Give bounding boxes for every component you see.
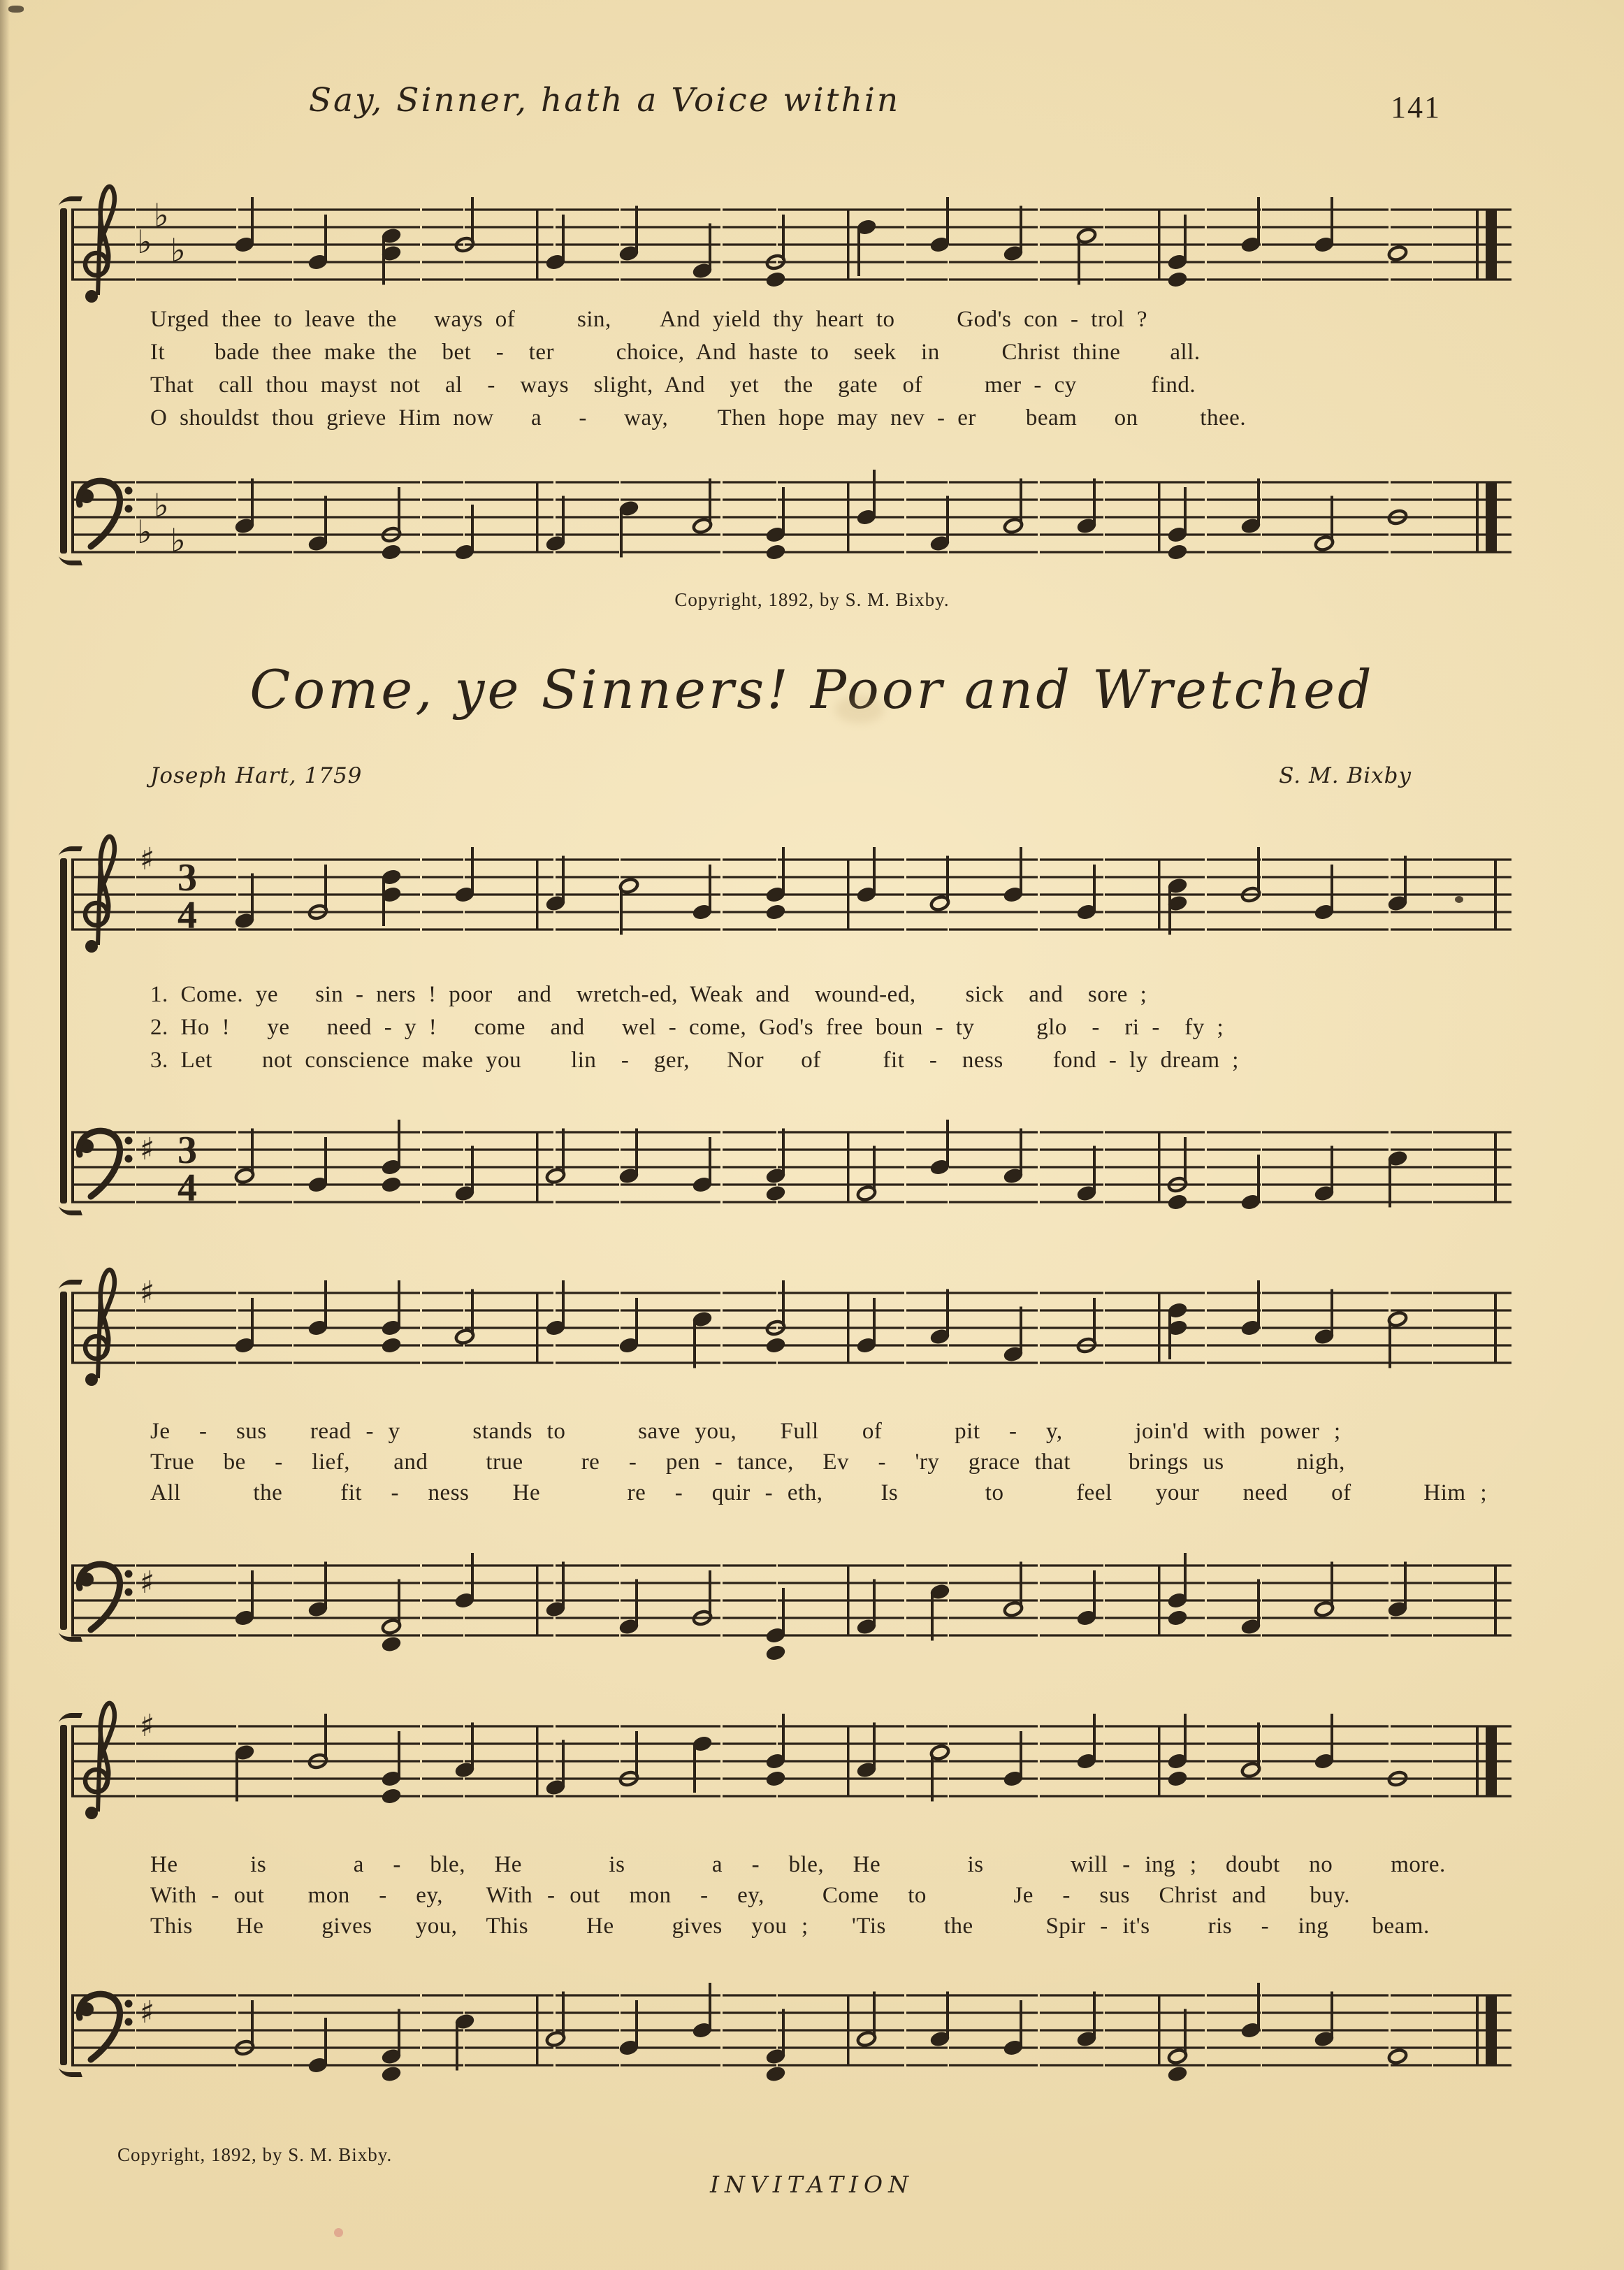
running-head-title: Say, Sinner, hath a Voice within: [308, 81, 901, 120]
treble-staff-svg: [70, 168, 1513, 321]
svg-text:4: 4: [177, 894, 197, 937]
treble-staff-piece2-line3: [70, 1684, 1513, 1838]
svg-text:♭: ♭: [154, 486, 169, 524]
system-brace: [60, 208, 67, 554]
verses-block: [150, 978, 1520, 1077]
svg-text:3: 3: [177, 1129, 197, 1172]
lyric-line: O shouldst thou grieve Him now a - way, Then hope may nev - er beam on thee.: [150, 405, 1247, 431]
treble-staff-svg: [70, 1251, 1513, 1405]
svg-text:♭: ♭: [171, 521, 186, 559]
treble-staff-svg: [70, 818, 1513, 971]
copyright-line-piece1: Copyright, 1892, by S. M. Bixby.: [674, 589, 950, 610]
author-credit: Joseph Hart, 1759: [150, 763, 363, 788]
lyric-line: True be - lief, and true re - pen - tance, Ev - 'ry grace that brings us nigh,: [150, 1450, 1345, 1475]
svg-text:♯: ♯: [140, 1275, 155, 1310]
system-brace: [60, 1292, 67, 1630]
bass-staff-svg: [70, 440, 1513, 594]
lyric-line: With - out mon - ey, With - out mon - ey, Come to Je - sus Christ and buy.: [150, 1883, 1350, 1908]
bass-staff-piece2-line2: [70, 1524, 1513, 1677]
lyric-line: 2. Ho ! ye need - y ! come and wel - come, God's free boun - ty glo - ri - fy ;: [150, 1015, 1224, 1040]
treble-staff-svg: [70, 1684, 1513, 1838]
svg-text:♭: ♭: [137, 513, 152, 551]
bass-staff-svg: [70, 1524, 1513, 1677]
system-brace: [60, 1725, 67, 2065]
pink-stain: [334, 2228, 343, 2237]
svg-text:4: 4: [177, 1166, 197, 1210]
bass-staff-piece2-line3: [70, 1953, 1513, 2107]
svg-text:♯: ♯: [140, 1132, 155, 1167]
lyrics-block-line2: [150, 1416, 1520, 1508]
svg-text:♯: ♯: [140, 1995, 155, 2030]
treble-staff-piece2-line1: [70, 818, 1513, 971]
system-brace: [60, 858, 67, 1203]
lyric-line: It bade thee make the bet - ter choice, And haste to seek in Christ thine all.: [150, 340, 1201, 365]
copyright-line-piece2: Copyright, 1892, by S. M. Bixby.: [117, 2144, 393, 2165]
bass-staff-svg: [70, 1953, 1513, 2107]
lyric-line: 1. Come. ye sin - ners ! poor and wretch-ed, Weak and wound-ed, sick and sore ;: [150, 982, 1147, 1007]
hymn-title: Come, ye Sinners! Poor and Wretched: [249, 658, 1375, 721]
page-number: 141: [1391, 90, 1441, 124]
lyric-line: All the fit - ness He re - quir - eth, Is to feel your need of Him ;: [150, 1480, 1488, 1505]
svg-text:3: 3: [177, 856, 197, 899]
bass-staff-svg: [70, 1090, 1513, 1244]
treble-staff-piece2-line2: [70, 1251, 1513, 1405]
section-footer-label: INVITATION: [710, 2171, 914, 2198]
svg-text:♯: ♯: [140, 841, 155, 877]
lyrics-block-line3: [150, 1849, 1520, 1942]
svg-text:♯: ♯: [140, 1565, 155, 1600]
svg-text:♯: ♯: [140, 1708, 155, 1744]
lyric-line: 3. Let not conscience make you lin - ger, Nor of fit - ness fond - ly dream ;: [150, 1048, 1239, 1073]
scan-mark: [8, 6, 24, 13]
treble-staff-piece1: [70, 168, 1513, 321]
bass-staff-piece2-line1: [70, 1090, 1513, 1244]
svg-text:♭: ♭: [137, 223, 152, 261]
lyric-line: He is a - ble, He is a - ble, He is will - ing ; doubt no more.: [150, 1852, 1446, 1877]
lyric-line: That call thou mayst not al - ways slight, And yet the gate of mer - cy find.: [150, 373, 1196, 398]
lyric-line: Urged thee to leave the ways of sin, And yield thy heart to God's con - trol ?: [150, 307, 1148, 332]
svg-text:♭: ♭: [154, 196, 169, 234]
lyric-line: This He gives you, This He gives you ; 'Tis the Spir - it's ris - ing beam.: [150, 1914, 1430, 1939]
svg-text:♭: ♭: [171, 231, 186, 269]
lyric-line: Je - sus read - y stands to save you, Full of pit - y, join'd with power ;: [150, 1419, 1341, 1444]
composer-credit: S. M. Bixby: [1279, 763, 1412, 788]
bass-staff-piece1: [70, 440, 1513, 594]
lyrics-block-piece1: [150, 303, 1520, 435]
